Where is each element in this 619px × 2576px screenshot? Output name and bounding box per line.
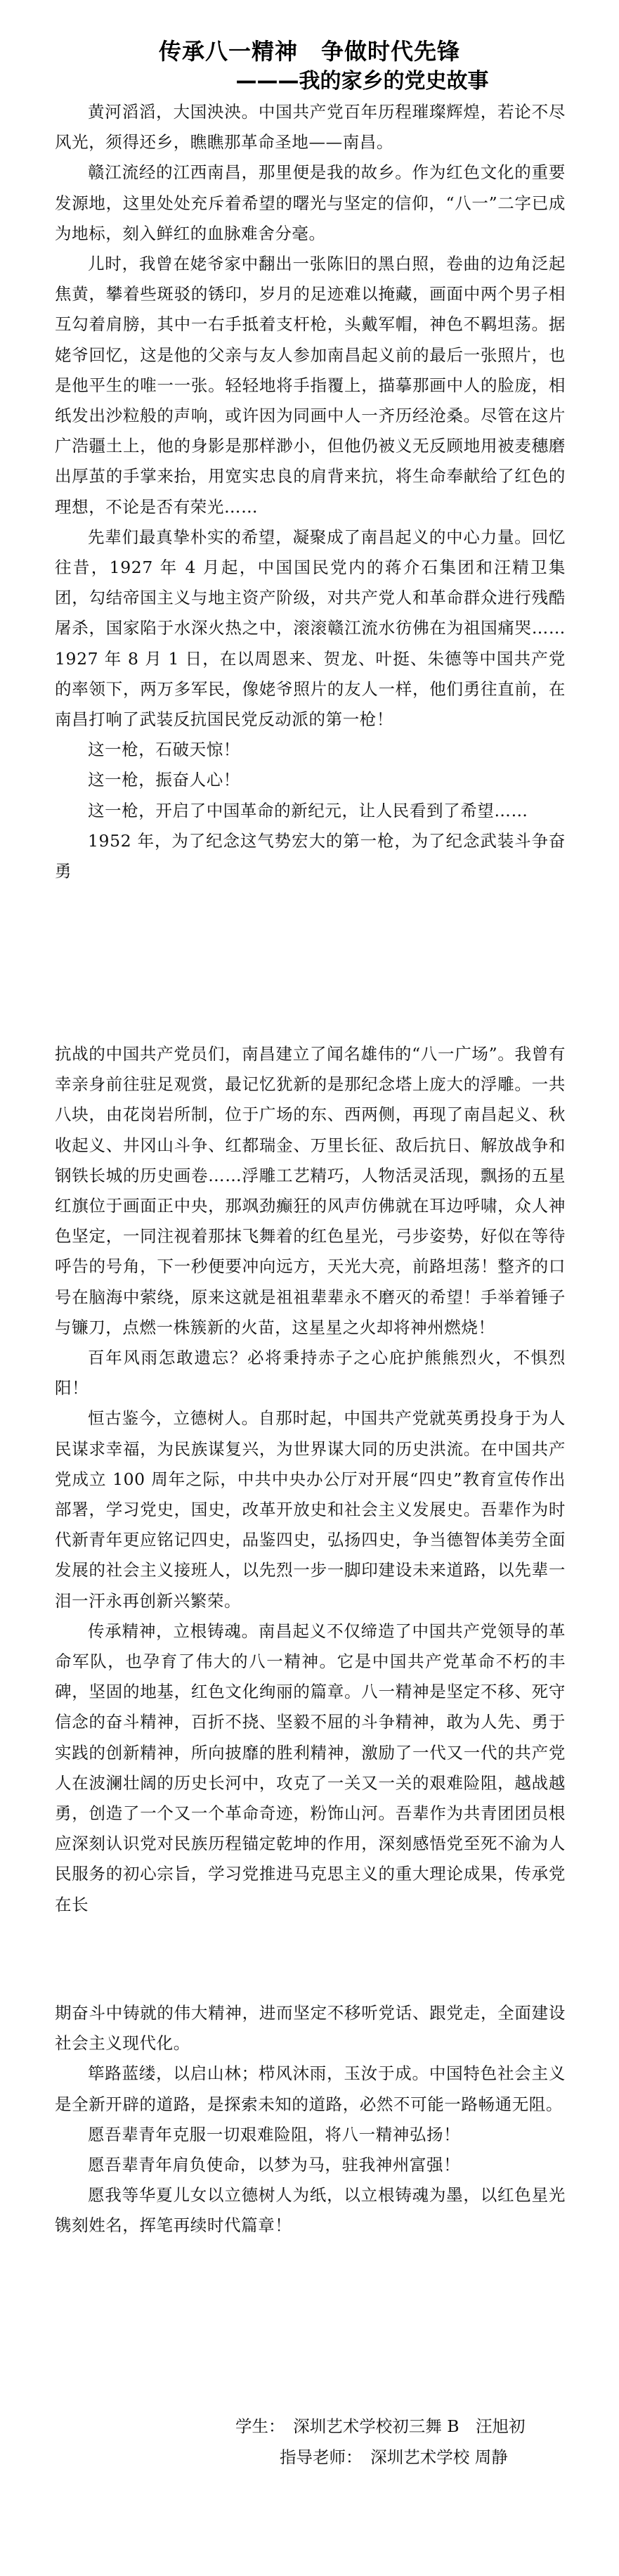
paragraph: 先辈们最真挚朴实的希望，凝聚成了南昌起义的中心力量。回忆往昔，1927 年 4 月起，中国国民党内的蒋介石集团和汪精卫集团，勾结帝国主义与地主资产阶级，对共产党人和革命群众进行残酷屠杀，国家陷于水深火热之中，滚滚赣江流水彷佛在为祖国痛哭……1927 年 8 月 1 日，在以周恩来、贺龙、叶挺、朱德等中国共产党的率领下，两万多军民，像姥爷照片的友人一样，他们勇往直前，在南昌打响了武装反抗国民党反动派的第一枪！ (55, 527, 566, 730)
paragraph: 愿我等华夏儿女以立德树人为纸，以立根铸魂为墨，以红色星光镌刻姓名，挥笔再续时代篇章！ (55, 2185, 566, 2236)
paragraph: 这一枪，开启了中国革命的新纪元，让人民看到了希望…… (88, 800, 528, 820)
text-block-3 (55, 1998, 566, 2241)
essay-title: 传承八一精神 争做时代先锋 (158, 38, 460, 65)
paragraph: 黄河滔滔，大国泱泱。中国共产党百年历程璀璨辉煌，若论不尽风光，须得还乡，瞧瞧那革命圣地——南昌。 (55, 102, 566, 153)
paragraph: 筚路蓝缕，以启山林；栉风沐雨，玉汝于成。中国特色社会主义是全新开辟的道路，是探索未知的道路，必然不可能一路畅通无阻。 (55, 2063, 566, 2114)
paragraph: 百年风雨怎敢遗忘？必将秉持赤子之心庇护熊熊烈火，不惧烈阳！ (55, 1348, 566, 1398)
text-block-2 (55, 1039, 566, 1920)
essay-subtitle: ———我的家乡的党史故事 (235, 69, 489, 94)
paragraph: 1952 年，为了纪念这气势宏大的第一枪，为了纪念武装斗争奋勇 (55, 830, 566, 882)
text-block-1 (55, 97, 566, 887)
paragraph: 这一枪，振奋人心！ (88, 770, 240, 790)
paragraph: 愿吾辈青年克服一切艰难险阻，将八一精神弘扬！ (88, 2124, 461, 2144)
student-signature: 学生： 深圳艺术学校初三舞 B 汪旭初 (235, 2416, 526, 2436)
paragraph: 儿时，我曾在姥爷家中翻出一张陈旧的黑白照，卷曲的边角泛起焦黄，攀着些斑驳的锈印，岁月的足迹难以掩藏，画面中两个男子相互勾着肩膀，其中一右手抵着支杆枪，头戴军帽，神色不羁坦荡。据姥爷回忆，这是他的父亲与友人参加南昌起义前的最后一张照片，也是他平生的唯一一张。轻轻地将手指覆上，描摹那画中人的脸庞，相纸发出沙粒般的声响，或许因为同画中人一齐历经沧桑。尽管在这片广浩疆土上，他的身影是那样渺小，但他仍被义无反顾地用被麦穗磨出厚茧的手掌来抬，用宽实忠良的肩背来抗，将生命奉献给了红色的理想，不论是否有荣光…… (55, 254, 566, 517)
paragraph-continued: 期奋斗中铸就的伟大精神，进而坚定不移听党话、跟党走，全面建设社会主义现代化。 (55, 2003, 566, 2054)
teacher-signature: 指导老师： 深圳艺术学校 周静 (280, 2447, 508, 2467)
paragraph: 恒古鉴今，立德树人。自那时起，中国共产党就英勇投身于为人民谋求幸福，为民族谋复兴，为世界谋大同的历史洪流。在中国共产党成立 100 周年之际，中共中央办公厅对开展“四史”教育宣传作出部署，学习党史，国史，改革开放史和社会主义发展史。吾辈作为时代新青年更应铭记四史，品鉴四史，弘扬四史，争当德智体美劳全面发展的社会主义接班人，以先烈一步一脚印建设未来道路，以先辈一泪一汗永再创新兴繁荣。 (55, 1408, 566, 1611)
paragraph: 愿吾辈青年肩负使命，以梦为马，驻我神州富强！ (88, 2155, 461, 2175)
paragraph: 这一枪，石破天惊！ (88, 740, 240, 760)
paragraph: 赣江流经的江西南昌，那里便是我的故乡。作为红色文化的重要发源地，这里处处充斥着希望的曙光与坚定的信仰，“八一”二字已成为地标，刻入鲜红的血脉难舍分毫。 (55, 162, 566, 243)
paragraph-continued: 抗战的中国共产党员们，南昌建立了闻名雄伟的“八一广场”。我曾有幸亲身前往驻足观赏，最记忆犹新的是那纪念塔上庞大的浮雕。一共八块，由花岗岩所制，位于广场的东、西两侧，再现了南昌起义、秋收起义、井冈山斗争、红都瑞金、万里长征、敌后抗日、解放战争和钢铁长城的历史画卷……浮雕工艺精巧，人物活灵活现，飘扬的五星红旗位于画面正中央，那飒劲癫狂的风声仿佛就在耳边呼啸，众人神色坚定，一同注视着那抹飞舞着的红色星光，弓步姿势，好似在等待呼告的号角，下一秒便要冲向远方，天光大亮，前路坦荡！整齐的口号在脑海中萦绕，原来这就是祖祖辈辈永不磨灭的希望！手举着锤子与镰刀，点燃一株簇新的火苗，这星星之火却将神州燃烧！ (55, 1044, 566, 1337)
paragraph: 传承精神，立根铸魂。南昌起义不仅缔造了中国共产党领导的革命军队，也孕育了伟大的八一精神。它是中国共产党革命不朽的丰碑，坚固的地基，红色文化绚丽的篇章。八一精神是坚定不移、死守信念的奋斗精神，百折不挠、坚毅不屈的斗争精神，敢为人先、勇于实践的创新精神，所向披靡的胜利精神，激励了一代又一代的共产党人在波澜壮阔的历史长河中，攻克了一关又一关的艰难险阻，越战越勇，创造了一个又一个革命奇迹，粉饰山河。吾辈作为共青团团员根应深刻认识党对民族历程锚定乾坤的作用，深刻感悟党至死不渝为人民服务的初心宗旨，学习党推进马克思主义的重大理论成果，传承党在长 (55, 1621, 566, 1914)
